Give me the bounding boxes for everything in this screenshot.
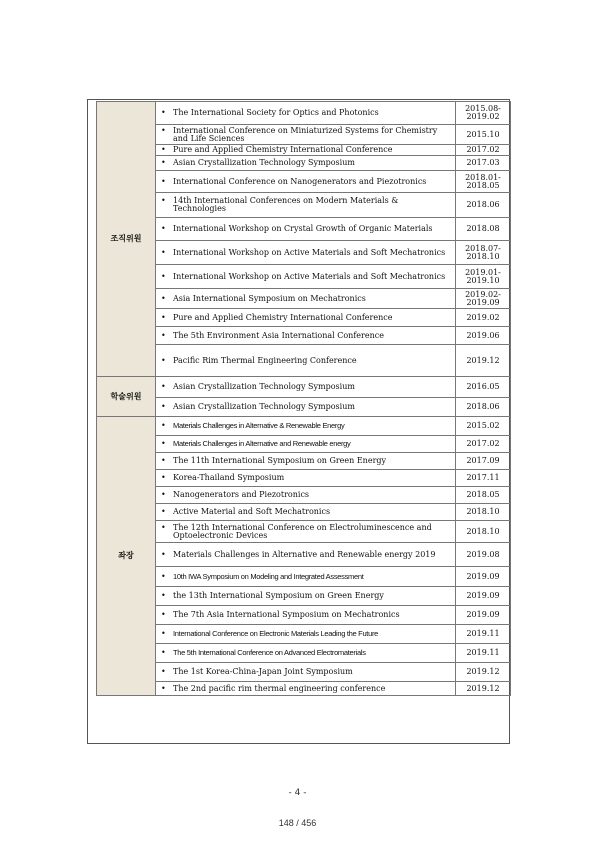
event-date: 2017.02 <box>456 436 511 453</box>
event-date: 2019.12 <box>456 345 511 377</box>
table-row <box>97 125 511 145</box>
table-row <box>97 453 511 470</box>
event-name: The 1st Korea-China-Japan Joint Symposium <box>173 667 353 676</box>
event-name: The 5th Environment Asia International Conference <box>173 330 384 340</box>
bullet-icon: • <box>161 439 166 448</box>
event-cell <box>156 504 456 521</box>
bullet-icon: • <box>161 456 166 465</box>
bullet-icon: • <box>161 330 166 340</box>
event-name: Nanogenerators and Piezotronics <box>173 490 310 499</box>
bullet-icon: • <box>161 683 166 693</box>
event-cell <box>156 241 456 265</box>
event-name: Materials Challenges in Alternative & Renewable Energy <box>173 421 345 430</box>
bullet-icon: • <box>161 158 166 167</box>
event-cell <box>156 470 456 487</box>
table-row <box>97 145 511 156</box>
event-date: 2019.02 <box>456 309 511 327</box>
event-cell <box>156 193 456 218</box>
event-date: 2019.12 <box>456 663 511 682</box>
event-name: the 13th International Symposium on Green Energy <box>173 591 384 600</box>
bullet-icon: • <box>161 507 166 516</box>
page-count: 148 / 456 <box>278 818 317 828</box>
table-row <box>97 543 511 567</box>
table-row <box>97 309 511 327</box>
event-name: The 11th International Symposium on Green Energy <box>173 456 387 465</box>
event-date: 2017.02 <box>456 145 511 156</box>
event-date: 2018.01- 2018.05 <box>456 171 511 193</box>
table-row <box>97 265 511 289</box>
event-name: 14th International Conferences on Modern Materials & Technologies <box>173 196 399 213</box>
event-cell <box>156 156 456 171</box>
event-date: 2017.09 <box>456 453 511 470</box>
event-cell <box>156 487 456 504</box>
table-row <box>97 663 511 682</box>
event-date: 2018.06 <box>456 193 511 218</box>
event-cell <box>156 265 456 289</box>
bullet-icon: • <box>161 549 166 559</box>
event-date: 2018.07- 2018.10 <box>456 241 511 265</box>
event-name: International Workshop on Active Materials and Soft Mechatronics <box>173 247 446 257</box>
event-name: Pure and Applied Chemistry International Conference <box>173 145 393 154</box>
bullet-icon: • <box>161 176 166 186</box>
bullet-icon: • <box>161 271 166 281</box>
role-cell: 좌장 <box>97 417 156 696</box>
bullet-icon: • <box>161 648 166 657</box>
bullet-icon: • <box>161 196 166 205</box>
table-row <box>97 606 511 625</box>
bullet-icon: • <box>161 667 166 676</box>
table-row <box>97 345 511 377</box>
bullet-icon: • <box>161 312 166 322</box>
event-cell <box>156 625 456 644</box>
event-name: International Workshop on Crystal Growth of Organic Materials <box>173 224 433 233</box>
event-name: 10th IWA Symposium on Modeling and Integrated Assessment <box>173 571 364 581</box>
event-date: 2017.03 <box>456 156 511 171</box>
event-cell <box>156 567 456 587</box>
event-name: International Conference on Miniaturized Systems for Chemistry and Life Sciences <box>173 125 438 143</box>
bullet-icon: • <box>161 610 166 619</box>
event-date: 2015.02 <box>456 417 511 436</box>
event-cell <box>156 309 456 327</box>
event-date: 2015.10 <box>456 125 511 145</box>
table-row <box>97 504 511 521</box>
page-number: - 4 - <box>288 788 307 798</box>
event-cell <box>156 145 456 156</box>
table-row <box>97 289 511 309</box>
bullet-icon: • <box>161 224 166 233</box>
event-cell <box>156 398 456 417</box>
event-date: 2019.02- 2019.09 <box>456 289 511 309</box>
event-cell <box>156 587 456 606</box>
table-row <box>97 398 511 417</box>
table-row <box>97 470 511 487</box>
event-name: Materials Challenges in Alternative and Renewable energy <box>173 439 351 448</box>
event-name: Active Material and Soft Mechatronics <box>173 507 331 516</box>
event-cell <box>156 327 456 345</box>
event-cell <box>156 543 456 567</box>
event-date: 2018.06 <box>456 398 511 417</box>
event-cell <box>156 521 456 543</box>
bullet-icon: • <box>161 145 166 154</box>
table-row <box>97 644 511 663</box>
event-name: The 2nd pacific rim thermal engineering conference <box>173 683 386 693</box>
event-date: 2018.08 <box>456 218 511 241</box>
event-name: The 7th Asia International Symposium on Mechatronics <box>173 610 400 619</box>
bullet-icon: • <box>161 571 166 581</box>
event-cell <box>156 289 456 309</box>
event-cell <box>156 417 456 436</box>
event-date: 2019.01- 2019.10 <box>456 265 511 289</box>
bullet-icon: • <box>161 490 166 499</box>
role-cell: 학술위원 <box>97 377 156 417</box>
bullet-icon: • <box>161 522 166 532</box>
event-cell <box>156 453 456 470</box>
table-row <box>97 171 511 193</box>
event-name: International Conference on Nanogenerators and Piezotronics <box>173 176 427 186</box>
event-name: Korea-Thailand Symposium <box>173 473 285 482</box>
table-row <box>97 587 511 606</box>
event-cell <box>156 663 456 682</box>
table-row <box>97 156 511 171</box>
bullet-icon: • <box>161 125 166 135</box>
table-row <box>97 377 511 398</box>
bullet-icon: • <box>161 421 166 430</box>
event-date: 2018.10 <box>456 504 511 521</box>
event-name: Materials Challenges in Alternative and Renewable energy 2019 <box>173 549 436 559</box>
event-name: The 12th International Conference on Electroluminescence and Optoelectronic Devices <box>173 522 432 540</box>
event-date: 2015.08- 2019.02 <box>456 102 511 125</box>
bullet-icon: • <box>161 293 166 303</box>
event-name: Asian Crystallization Technology Symposium <box>173 158 355 167</box>
table-row <box>97 327 511 345</box>
table-row <box>97 417 511 436</box>
event-name: International Workshop on Active Materials and Soft Mechatronics <box>173 271 446 281</box>
event-name: The International Society for Optics and Photonics <box>173 108 379 117</box>
bullet-icon: • <box>161 473 166 482</box>
bullet-icon: • <box>161 355 166 365</box>
event-name: Pure and Applied Chemistry International Conference <box>173 312 393 322</box>
event-cell <box>156 218 456 241</box>
table-row <box>97 241 511 265</box>
role-cell: 조직위원 <box>97 102 156 377</box>
event-name: Asia International Symposium on Mechatronics <box>173 293 366 303</box>
bullet-icon: • <box>161 402 166 411</box>
committee-activity-table <box>96 101 511 696</box>
table-row <box>97 521 511 543</box>
table-row <box>97 218 511 241</box>
event-date: 2019.11 <box>456 625 511 644</box>
event-cell <box>156 125 456 145</box>
table-row <box>97 102 511 125</box>
event-name: International Conference on Electronic Materials Leading the Future <box>173 629 379 638</box>
event-date: 2019.06 <box>456 327 511 345</box>
event-cell <box>156 682 456 696</box>
event-cell <box>156 102 456 125</box>
table-row <box>97 487 511 504</box>
event-date: 2019.09 <box>456 567 511 587</box>
event-date: 2018.05 <box>456 487 511 504</box>
event-cell <box>156 644 456 663</box>
table-body <box>97 102 511 696</box>
event-date: 2019.09 <box>456 606 511 625</box>
event-cell <box>156 345 456 377</box>
event-date: 2017.11 <box>456 470 511 487</box>
event-date: 2018.10 <box>456 521 511 543</box>
event-cell <box>156 171 456 193</box>
bullet-icon: • <box>161 382 166 391</box>
bullet-icon: • <box>161 629 166 638</box>
event-name: The 5th International Conference on Advanced Electromaterials <box>173 648 366 657</box>
event-cell <box>156 436 456 453</box>
event-cell <box>156 377 456 398</box>
event-name: Pacific Rim Thermal Engineering Conference <box>173 355 357 365</box>
event-date: 2016.05 <box>456 377 511 398</box>
bullet-icon: • <box>161 247 166 257</box>
event-date: 2019.12 <box>456 682 511 696</box>
bullet-icon: • <box>161 108 166 117</box>
event-cell <box>156 606 456 625</box>
bullet-icon: • <box>161 591 166 600</box>
event-date: 2019.08 <box>456 543 511 567</box>
table-row <box>97 682 511 696</box>
event-name: Asian Crystallization Technology Symposium <box>173 382 355 391</box>
event-date: 2019.11 <box>456 644 511 663</box>
event-name: Asian Crystallization Technology Symposium <box>173 402 355 411</box>
table-row <box>97 193 511 218</box>
table-row <box>97 567 511 587</box>
event-date: 2019.09 <box>456 587 511 606</box>
table-row <box>97 625 511 644</box>
table-row <box>97 436 511 453</box>
